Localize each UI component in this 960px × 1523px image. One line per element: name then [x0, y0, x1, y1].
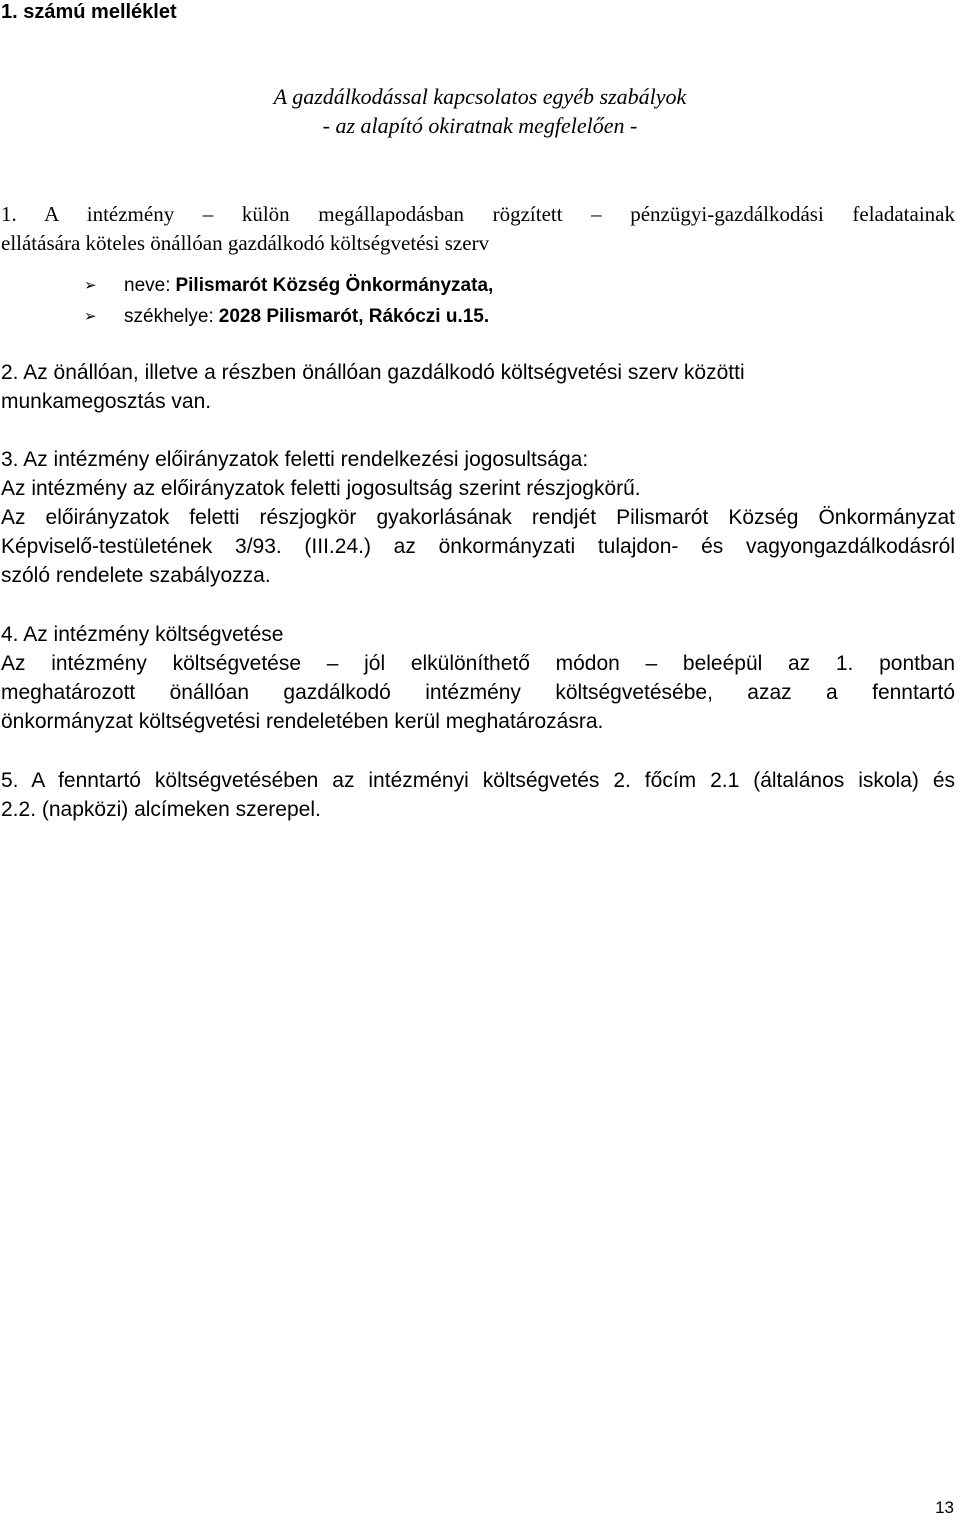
section-3-line-5: szóló rendelete szabályozza. [1, 564, 271, 587]
arrow-bullet-icon: ➢ [84, 277, 97, 294]
document-title: A gazdálkodással kapcsolatos egyéb szabályok [273, 84, 687, 109]
annex-title: 1. számú melléklet [1, 1, 177, 23]
section-4-line-3: meghatározott önállóan gazdálkodó intézmény költségvetésébe, azaz a fenntartó [1, 681, 955, 704]
section-1 [1, 200, 955, 258]
section-5-line-2: 2.2. (napközi) alcímeken szerepel. [1, 798, 321, 821]
section-4-line-2: Az intézmény költségvetése – jól elkülöníthető módon – beleépül az 1. pontban [1, 652, 955, 675]
page-number: 13 [935, 1498, 954, 1517]
section-3-line-4: Képviselő-testületének 3/93. (III.24.) az önkormányzati tulajdon- és vagyongazdálkodásról [1, 535, 955, 558]
section-4-line-1: 4. Az intézmény költségvetése [1, 623, 284, 646]
section-1-line-2: ellátására köteles önállóan gazdálkodó költségvetési szerv [1, 231, 490, 255]
seat-value: 2028 Pilismarót, Rákóczi u.15. [218, 306, 490, 327]
section-3-line-2: Az intézmény az előirányzatok feletti jogosultság szerint részjogkörű. [1, 477, 641, 500]
name-label: neve: [124, 275, 171, 296]
institution-details-list [84, 270, 493, 332]
section-3-line-1: 3. Az intézmény előirányzatok feletti rendelkezési jogosultsága: [1, 448, 589, 471]
seat-label: székhelye: [124, 306, 214, 327]
document-subtitle: - az alapító okiratnak megfelelően - [322, 113, 638, 138]
name-value: Pilismarót Község Önkormányzata, [175, 275, 494, 296]
section-2 [1, 358, 955, 416]
section-3 [1, 445, 955, 590]
list-item-seat [84, 301, 493, 332]
section-5 [1, 766, 955, 824]
section-5-line-1: 5. A fenntartó költségvetésében az intézményi költségvetés 2. főcím 2.1 (általános iskola) és [1, 769, 955, 792]
section-2-line-2: munkamegosztás van. [1, 390, 212, 413]
arrow-bullet-icon: ➢ [84, 308, 97, 325]
section-4-line-4: önkormányzat költségvetési rendeletében kerül meghatározásra. [1, 710, 604, 733]
section-1-line-1: 1. A intézmény – külön megállapodásban rögzített – pénzügyi-gazdálkodási feladatainak [1, 202, 955, 226]
section-4 [1, 620, 955, 736]
list-item-name [84, 270, 493, 301]
section-3-line-3: Az előirányzatok feletti részjogkör gyakorlásának rendjét Pilismarót Község Önkormányzat [1, 506, 955, 529]
section-2-line-1: 2. Az önállóan, illetve a részben önállóan gazdálkodó költségvetési szerv közötti [1, 361, 745, 384]
